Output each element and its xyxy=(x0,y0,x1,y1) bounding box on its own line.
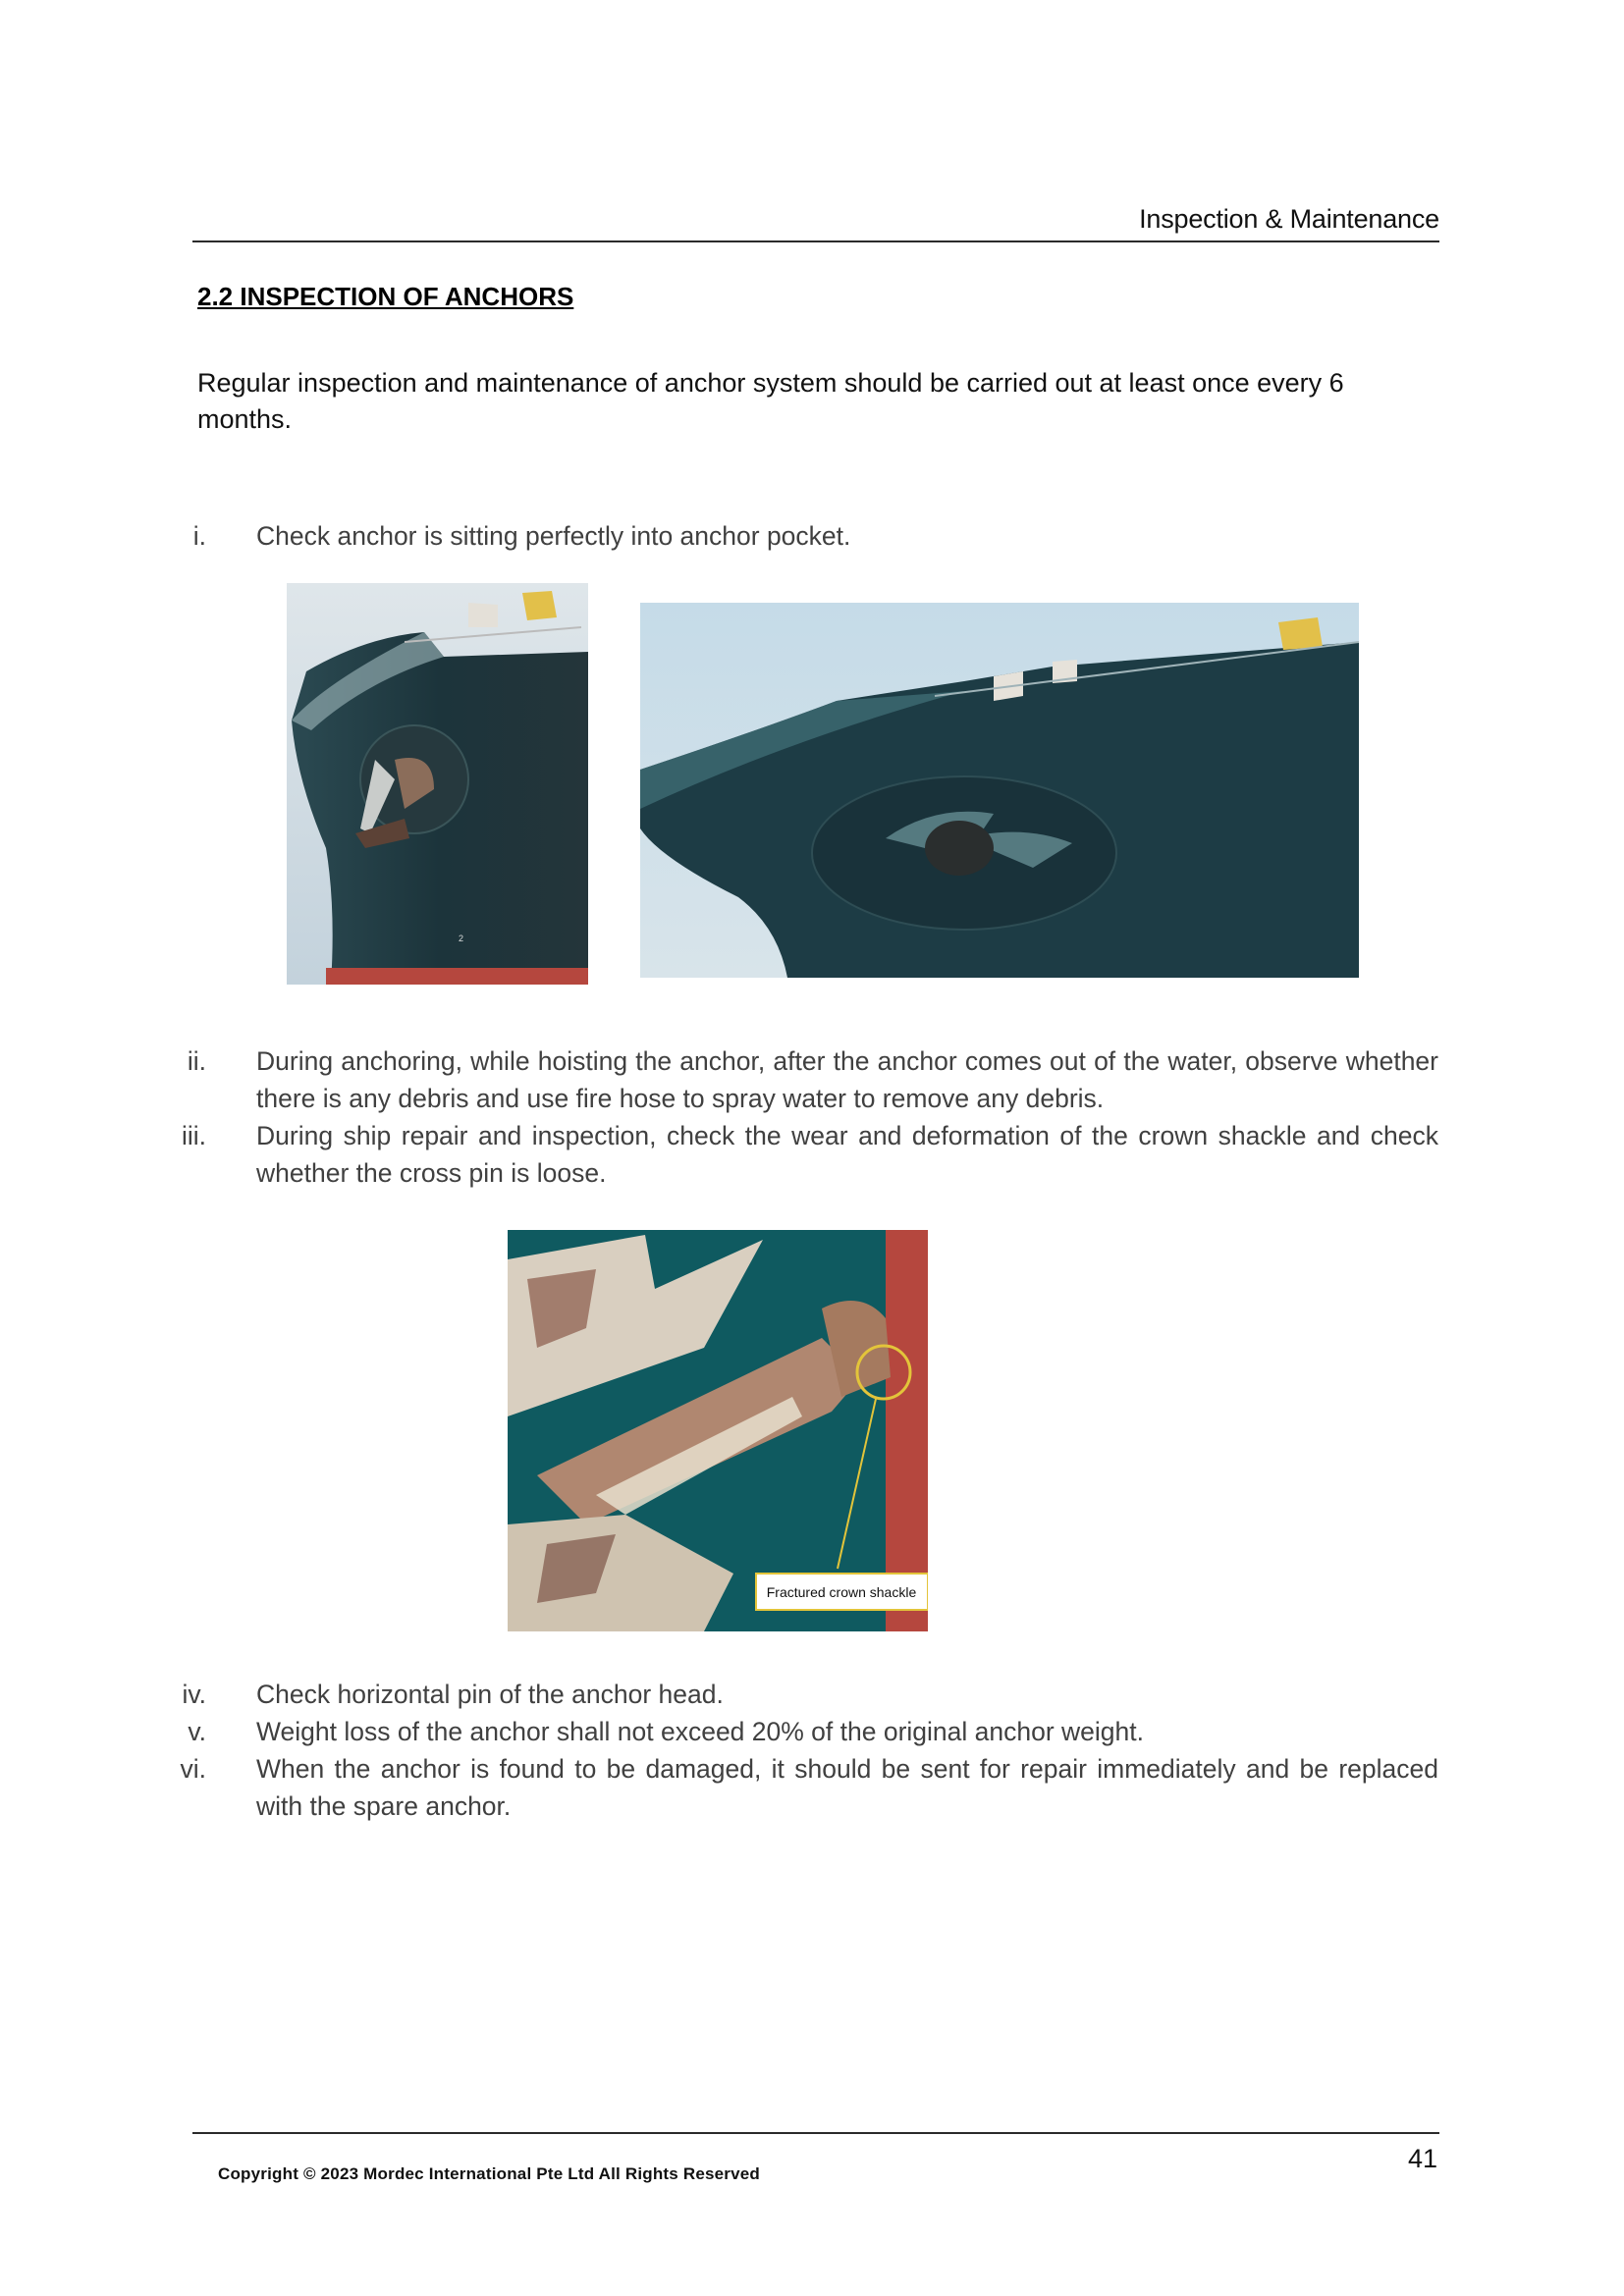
list-item-number: v. xyxy=(188,1717,206,1746)
callout-label: Fractured crown shackle xyxy=(766,1584,917,1600)
footer-rule xyxy=(192,2132,1439,2134)
page-number: 41 xyxy=(1407,2144,1437,2173)
list-item-number: iii. xyxy=(181,1121,206,1150)
list-item-number: ii. xyxy=(187,1046,206,1076)
list-item-text: When the anchor is found to be damaged, it should be sent for repair immediately and be replaced with the spare anchor. xyxy=(256,1754,1438,1821)
list-item xyxy=(177,518,1438,558)
crown-shackle-photo xyxy=(508,1230,928,1631)
list-item-text: During anchoring, while hoisting the anchor, after the anchor comes out of the water, observe whether there is any debris and use fire hose to spray water to remove any debris. xyxy=(256,1046,1438,1113)
ship-bow-image xyxy=(287,583,588,985)
list-item-text: Check horizontal pin of the anchor head. xyxy=(256,1680,724,1709)
anchor-pocket-photo-portrait xyxy=(287,583,588,985)
running-header-title: Inspection & Maintenance xyxy=(1139,204,1439,234)
draft-marks: 2 xyxy=(459,934,464,943)
anchor-pocket-photo-landscape xyxy=(640,603,1359,978)
list-item xyxy=(177,1677,1438,1714)
ship-bow-image xyxy=(640,603,1359,978)
list-item-text: During ship repair and inspection, check the wear and deformation of the crown shackle and check whether the cross pin is loose. xyxy=(256,1121,1438,1188)
list-item-text: Weight loss of the anchor shall not exceed 20% of the original anchor weight. xyxy=(256,1717,1145,1746)
header-rule xyxy=(192,240,1439,242)
intro-paragraph: Regular inspection and maintenance of anchor system should be carried out at least once every 6 months. xyxy=(197,368,1344,434)
anchor-closeup-image xyxy=(508,1230,928,1631)
list-item-text: Check anchor is sitting perfectly into anchor pocket. xyxy=(256,521,851,551)
copyright-notice: Copyright © 2023 Mordec International Pte Ltd All Rights Reserved xyxy=(218,2164,760,2183)
list-item-number: iv. xyxy=(182,1680,206,1709)
list-item xyxy=(177,1714,1438,1751)
list-item-number: vi. xyxy=(180,1754,206,1784)
section-heading: 2.2 INSPECTION OF ANCHORS xyxy=(197,282,574,311)
list-item-number: i. xyxy=(192,521,206,551)
list-item xyxy=(177,1118,1438,1193)
list-item xyxy=(177,1751,1438,1826)
list-item xyxy=(177,1043,1438,1118)
